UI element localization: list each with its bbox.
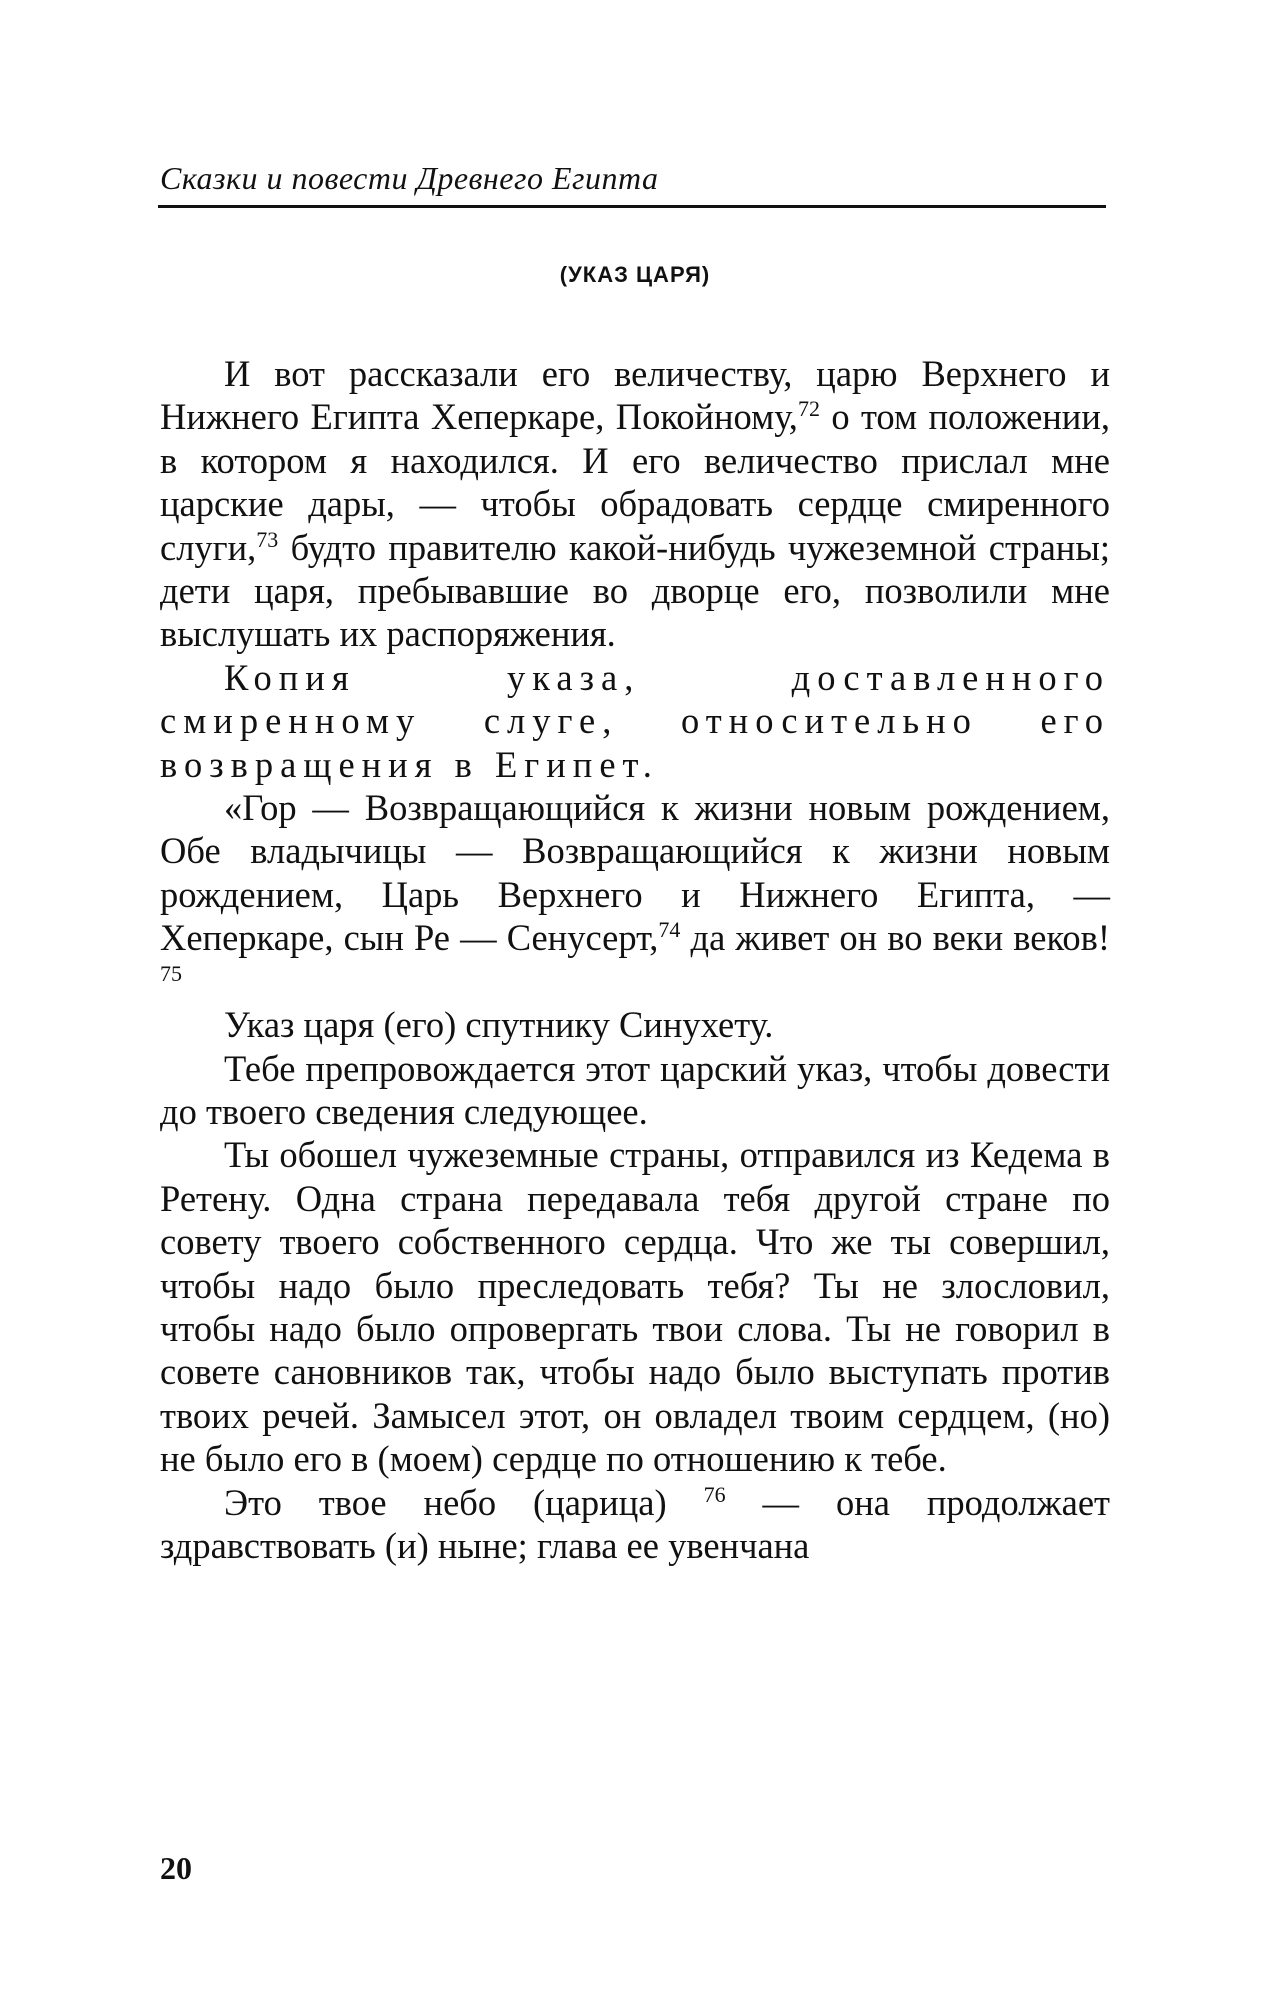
footnote-ref-76: 76 (703, 1481, 726, 1507)
paragraph-4 (160, 1003, 1110, 1046)
text-body (160, 352, 1110, 1567)
footnote-ref-74: 74 (658, 917, 681, 943)
page-number: 20 (160, 1850, 192, 1886)
footnote-ref-73: 73 (256, 526, 279, 552)
paragraph-1-text-a: И вот рассказали его величеству, царю Верхнего и Нижнего Египта Хеперкаре, Покойному, (160, 353, 1110, 438)
paragraph-7-text-a: Это твое небо (царица) (224, 1481, 667, 1523)
paragraph-3 (160, 786, 1110, 1003)
paragraph-7-text-b: — она продолжает здравствовать (и) ныне; глава ее увенчана (160, 1481, 1110, 1566)
paragraph-6-text: Ты обошел чужеземные страны, отправился из Кедема в Ретену. Одна страна передавала тебя другой стране по совету твоего собственного сердца. Что же ты совершил, чтобы надо было преследовать тебя? Ты не злословил, чтобы надо было опровергать твои слова. Ты не говорил в совете сановников так, чтобы надо было выступать против твоих речей. Замысел этот, он овладел твоим сердцем, (но) не было его в (моем) сердце по отношению к тебе. (160, 1134, 1110, 1480)
paragraph-7 (160, 1481, 1110, 1568)
running-head: Сказки и повести Древнего Египта (160, 160, 659, 196)
paragraph-5 (160, 1047, 1110, 1134)
footnote-ref-75: 75 (160, 960, 182, 986)
paragraph-5-text: Тебе препровождается этот царский указ, чтобы довести до твоего сведения следующее. (160, 1047, 1110, 1132)
paragraph-6 (160, 1133, 1110, 1480)
paragraph-3-text-a: «Гор — Возвращающийся к жизни новым рождением, Обе владычицы — Возвращающийся к жизни новым рождением, Царь Верхнего и Нижнего Египта, — Хеперкаре, сын Ре — Сенусерт, (160, 787, 1110, 959)
section-heading: (УКАЗ ЦАРЯ) (559, 262, 711, 287)
paragraph-3-text-b: да живет он во веки веков! (680, 917, 1110, 959)
paragraph-1-text-b: о том положении, в котором я находился. И его величество прислал мне царские дары, — чтобы обрадовать сердце смиренного слуги, (160, 396, 1110, 568)
paragraph-1-text-c: будто правителю какой-нибудь чужеземной страны; дети царя, пребывавшие во дворце его, позволили мне выслушать их распоряжения. (160, 526, 1110, 655)
footnote-ref-72: 72 (797, 396, 820, 422)
header-rule (158, 205, 1106, 208)
paragraph-2-spaced (160, 656, 1110, 786)
paragraph-2-text: Копия указа, доставленного смиренному слуге, относительно его возвращения в Египет. (160, 656, 1110, 785)
paragraph-4-text: Указ царя (его) спутнику Синухету. (224, 1004, 774, 1046)
paragraph-1 (160, 352, 1110, 656)
